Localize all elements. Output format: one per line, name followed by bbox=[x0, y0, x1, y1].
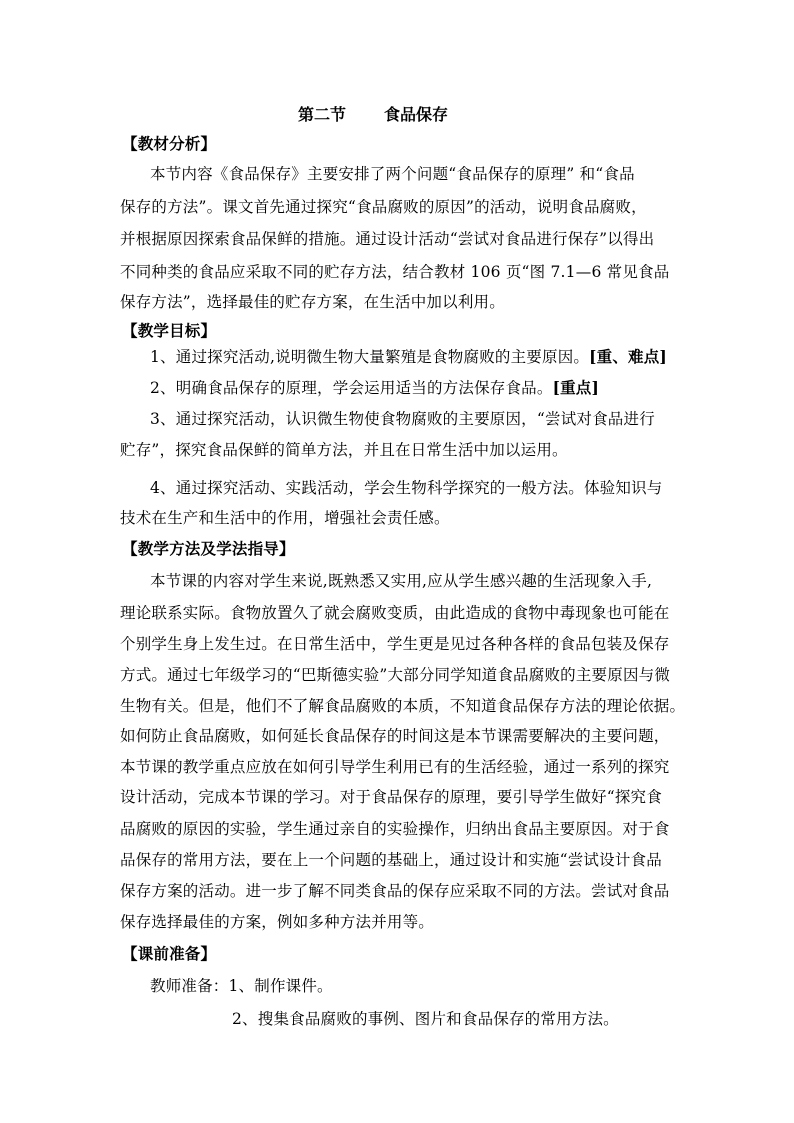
methods-line: 理论联系实际。食物放置久了就会腐败变质，由此造成的食物中毒现象也可能在 bbox=[120, 604, 670, 622]
goal-item-2 bbox=[150, 378, 599, 398]
goal-item-3-cont: 贮存”，探究食品保鲜的简单方法，并且在日常生活中加以运用。 bbox=[120, 441, 568, 459]
analysis-line: 保存的方法”。课文首先通过探究“食品腐败的原因”的活动，说明食品腐败， bbox=[120, 198, 647, 216]
methods-line: 设计活动，完成本节课的学习。对于食品保存的原理，要引导学生做好“探究食 bbox=[120, 788, 662, 806]
analysis-line: 不同种类的食品应采取不同的贮存方法，结合教材 106 页“图 7.1—6 常见食品 bbox=[120, 263, 670, 281]
goal-item-4: 4、通过探究活动、实践活动，学会生物科学探究的一般方法。体验知识与 bbox=[150, 479, 663, 497]
analysis-line: 保存方法”，选择最佳的贮存方案，在生活中加以利用。 bbox=[120, 293, 505, 311]
methods-line: 如何防止食品腐败，如何延长食品保存的时间这是本节课需要解决的主要问题， bbox=[120, 727, 670, 745]
analysis-line: 本节内容《食品保存》主要安排了两个问题“食品保存的原理” 和“食品 bbox=[150, 165, 635, 183]
page-title bbox=[298, 102, 448, 125]
difficulty-tag: [重、难点] bbox=[589, 347, 667, 366]
key-point-tag: [重点] bbox=[552, 378, 600, 397]
section-name: 食品保存 bbox=[384, 105, 449, 124]
methods-line: 生物有关。但是，他们不了解食品腐败的本质，不知道食品保存方法的理论依据。 bbox=[120, 697, 686, 715]
methods-line: 品腐败的原因的实验，学生通过亲自的实验操作，归纳出食品主要原因。对于食 bbox=[120, 820, 670, 838]
goal-item-4-cont: 技术在生产和生活中的作用，增强社会责任感。 bbox=[120, 509, 450, 527]
analysis-line: 并根据原因探索食品保鲜的措施。通过设计活动“尝试对食品进行保存”以得出 bbox=[120, 230, 655, 248]
methods-line: 个别学生身上发生过。在日常生活中，学生更是见过各种各样的食品包装及保存 bbox=[120, 635, 670, 653]
goal-item-3: 3、通过探究活动，认识微生物使食物腐败的主要原因，“尝试对食品进行 bbox=[150, 410, 655, 428]
goals-heading: 【教学目标】 bbox=[122, 321, 217, 340]
prep-heading: 【课前准备】 bbox=[122, 944, 217, 963]
goal-text: 1、通过探究活动,说明微生物大量繁殖是食物腐败的主要原因。 bbox=[150, 348, 590, 366]
methods-heading: 【教学方法及学法指导】 bbox=[122, 539, 295, 558]
section-number: 第二节 bbox=[298, 105, 347, 124]
methods-line: 品保存的常用方法，要在上一个问题的基础上，通过设计和实施“尝试设计食品 bbox=[120, 851, 662, 869]
methods-line: 本节课的内容对学生来说,既熟悉又实用,应从学生感兴趣的生活现象入手, bbox=[150, 572, 653, 590]
methods-line: 保存方案的活动。进一步了解不同类食品的保存应采取不同的方法。尝试对食品 bbox=[120, 882, 670, 900]
methods-line: 保存选择最佳的方案，例如多种方法并用等。 bbox=[120, 913, 435, 931]
methods-line: 方式。通过七年级学习的“巴斯德实验”大部分同学知道食品腐败的主要原因与微 bbox=[120, 666, 671, 684]
methods-line: 本节课的教学重点应放在如何引导学生利用已有的生活经验，通过一系列的探究 bbox=[120, 758, 670, 776]
prep-item-1: 教师准备：1、制作课件。 bbox=[150, 977, 333, 995]
goal-item-1 bbox=[150, 347, 667, 367]
analysis-heading: 【教材分析】 bbox=[122, 134, 217, 153]
goal-text: 2、明确食品保存的原理，学会运用适当的方法保存食品。 bbox=[150, 379, 553, 397]
prep-item-2: 2、搜集食品腐败的事例、图片和食品保存的常用方法。 bbox=[232, 1010, 619, 1028]
